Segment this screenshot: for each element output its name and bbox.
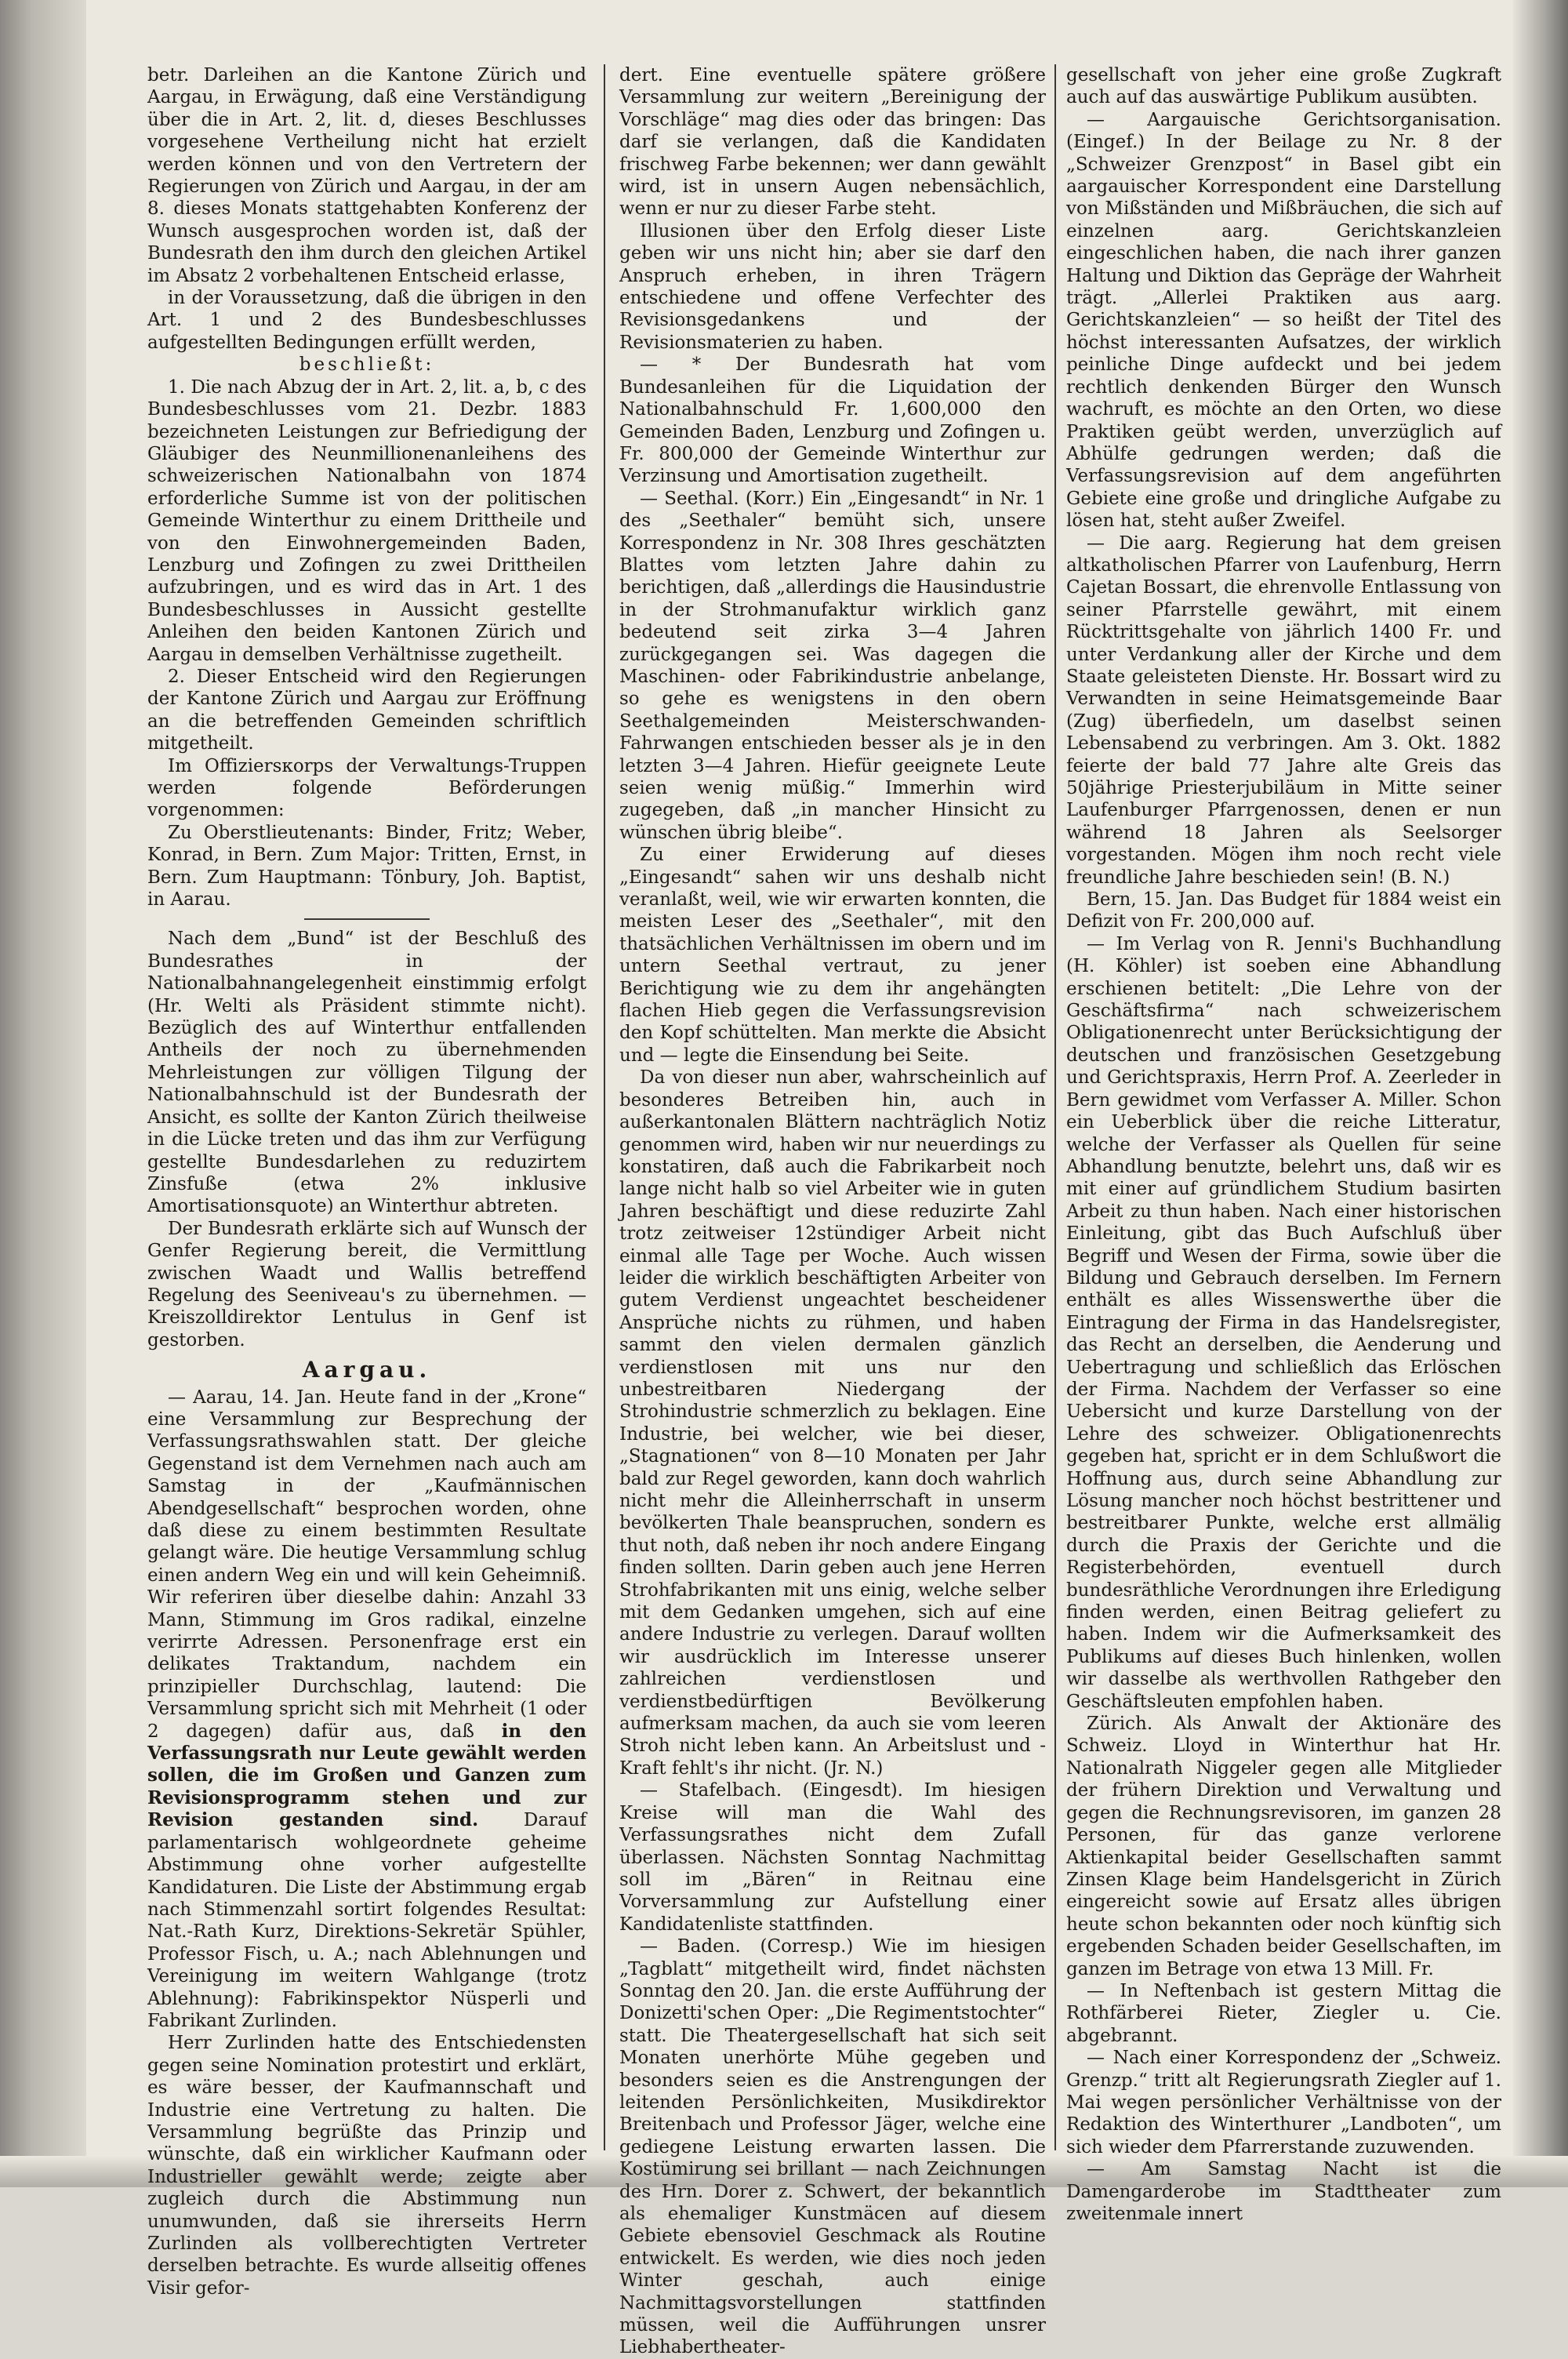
article-paragraph: — Nach einer Korrespondenz der „Schweiz. Grenzp.“ tritt alt Regierungsrath Ziegler auf 1. Mai wegen persönlicher Verhältnisse von der Redaktion des Winterthurer „Landboten“, um sich wieder dem Pfarrerstande zuzuwenden.: [1066, 2048, 1501, 2157]
article-paragraph: betr. Darleihen an die Kantone Zürich und Aargau, in Erwägung, daß eine Verständigung über die in Art. 2, lit. d, dieses Beschlusses vorgesehene Vertheilung nicht hat erzielt werden können und von den Vertretern der Regierungen von Zürich und Aargau, in der am 8. dieses Monats stattgehabten Konferenz der Wunsch ausgesprochen worden ist, daß der Bundesrath den ihm durch den gleichen Artikel im Absatz 2 vorbehaltenen Entscheid erlasse,: [147, 65, 586, 286]
article-paragraph: Herr Zurlinden hatte des Entschiedensten gegen seine Nomination protestirt und erklärt, es wäre besser, der Kaufmannschaft und Industrie eine Vertretung zu halten. Die Versammlung begrüßte das Prinzip und wünschte, daß ein wirklicher Kaufmann oder Industrieller gewählt werde; zeigte aber zugleich durch die Abstimmung nun unumwunden, daß sie ihrerseits Herrn Zurlinden als vollberechtigten Vertreter derselben betrachte. Es wurde allseitig offenes Visir gefor-: [147, 2033, 586, 2299]
article-text: — Aarau, 14. Jan. Heute fand in der „Krone“ eine Versammlung zur Besprechung der Verfassungsrathswahlen statt. Der gleiche Gegenstand ist dem Vernehmen nach auch am Samstag in der „Kaufmännischen Abendgesellschaft“ besprochen worden, ohne daß diese zu einem bestimmten Resultate gelangt wäre. Die heutige Versammlung schlug einen andern Weg ein und will kein Geheimniß. Wir referiren über dieselbe dahin: Anzahl 33 Mann, Stimmung im Gros radikal, einzelne verirrte Adressen. Personenfrage erst ein delikates Traktandum, nachdem ein prinzipieller Durchschlag, lautend: Die Versammlung spricht sich mit Mehrheit (1 oder 2 dagegen) dafür aus, daß: [147, 1387, 586, 1742]
article-paragraph: — In Neftenbach ist gestern Mittag die Rothfärberei Rieter, Ziegler u. Cie. abgebrannt.: [1066, 1980, 1501, 2046]
column-3: [1066, 64, 1501, 2224]
decree-heading: beschließt:: [299, 354, 435, 376]
article-paragraph: Zürich. Als Anwalt der Aktionäre des Schweiz. Lloyd in Winterthur hat Hr. Nationalrath Niggeler gegen alle Mitglieder der frühern Direktion und Verwaltung und gegen die Rechnungsrevisoren, im ganzen 28 Personen, für das ganze verlorene Aktienkapital beider Gesellschaften sammt Zinsen Klage beim Handelsgericht in Zürich eingereicht sowie auf Ersatz alles übrigen heute schon bekannten oder noch künftig sich ergebenden Schaden beider Gesellschaften, im ganzen im Betrage von etwa 13 Mill. Fr.: [1066, 1714, 1501, 1979]
article-text: Darauf parlamentarisch wohlgeordnete geheime Abstimmung ohne vorher aufgestellte Kandidaturen. Die Liste der Abstimmung ergab nach Stimmenzahl sortirt folgendes Resultat: Nat.-Rath Kurz, Direktions-Sekretär Spühler, Professor Fisch, u. A.; nach Ablehnungen und Vereinigung im weitern Wahlgange (trotz Ablehnung): Fabrikinspektor Nüsperli und Fabrikant Zurlinden.: [147, 1810, 586, 2031]
article-paragraph: — Seethal. (Korr.) Ein „Eingesandt“ in Nr. 1 des „Seethaler“ bemüht sich, unsere Korrespondenz in Nr. 308 Ihres geschätzten Blattes vom letzten Jahre dahin zu berichtigen, daß „allerdings die Hausindustrie in der Strohmanufaktur wirklich ganz bedeutend seit zirka 3—4 Jahren zurückgegangen sei. Was dagegen die Maschinen- oder Fabrikindustrie anbelange, so gehe es wenigstens in den obern Seethalgemeinden Meisterschwanden-Fahrwangen entschieden besser als je in den letzten 3—4 Jahren. Hiefür geeignete Leute seien wenig müßig.“ Immerhin wird zugegeben, daß „in mancher Hinsicht zu wünschen übrig bleibe“.: [619, 488, 1046, 843]
article-paragraph: [147, 1387, 586, 2033]
article-paragraph: Im Offiziersкorps der Verwaltungs-Truppen werden folgende Beförderungen vorgenommen:: [147, 755, 586, 821]
article-paragraph: — Stafelbach. (Eingesdt). Im hiesigen Kreise will man die Wahl des Verfassungsrathes nicht dem Zufall überlassen. Nächsten Sonntag Nachmittag soll im „Bären“ in Reitnau eine Vorversammlung zur Aufstellung einer Kandidatenliste stattfinden.: [619, 1780, 1046, 1935]
article-paragraph: — Die aarg. Regierung hat dem greisen altkatholischen Pfarrer von Laufenburg, Herrn Cajetan Bossart, die ehrenvolle Entlassung von seiner Pfarrstelle gewährt, mit einem Rücktrittsgehalte von jährlich 1400 Fr. und unter Verdankung aller der Kirche und dem Staate geleisteten Dienste. Hr. Bossart wird zu Verwandten in seine Heimatsgemeinde Baar (Zug) überfiedeln, um daselbst seinen Lebensabend zu verbringen. Am 3. Okt. 1882 feierte der bald 77 Jahre alte Greis das 50jährige Priesterjubiläum in Mitte seiner Laufenburger Pfarrgenossen, denen er nun während 18 Jahren als Seelsorger vorgestanden. Mögen ihm noch recht viele freundliche Jahre beschieden sein! (B. N.): [1066, 533, 1501, 888]
section-heading: Aargau.: [302, 1357, 432, 1383]
article-bold-text: in den Verfassungsrath nur Leute gewählt werden sollen, die im Großen und Ganzen zum Revisionsprogramm stehen und zur Revision gestanden sind.: [147, 1720, 586, 1831]
column-2: [619, 64, 1046, 2358]
column-1: [147, 64, 586, 2299]
article-paragraph: Nach dem „Bund“ ist der Beschluß des Bundesrathes in der Nationalbahnangelegenheit einstimmig erfolgt (Hr. Welti als Präsident stimmte nicht). Bezüglich des auf Winterthur entfallenden Antheils der noch zu übernehmenden Mehrleistungen zur völligen Tilgung der Nationalbahnschuld ist der Bundesrath der Ansicht, es sollte der Kanton Zürich theilweise in die Lücke treten und das ihm zur Verfügung gestellte Bundesdarlehen zu reduzirtem Zinsfuße (etwa 2% inklusive Amortisationsquote) an Winterthur abtreten.: [147, 929, 586, 1217]
article-paragraph: dert. Eine eventuelle spätere größere Versammlung zur weitern „Bereinigung der Vorschläge“ mag dies oder das bringen: Das darf sie verlangen, daß die Kandidaten frischweg Farbe bekennen; wer dann gewählt wird, ist in unsern Augen nebensächlich, wenn er nur zu dieser Farbe steht.: [619, 65, 1046, 220]
article-paragraph: in der Voraussetzung, daß die übrigen in den Art. 1 und 2 des Bundesbeschlusses aufgestellten Bedingungen erfüllt werden,: [147, 288, 586, 353]
article-paragraph: Illusionen über den Erfolg dieser Liste geben wir uns nicht hin; aber sie darf den Anspruch erheben, in ihren Trägern entschiedene und offene Verfechter des Revisionsgedankens und der Revisionsmaterien zu haben.: [619, 220, 1046, 353]
article-paragraph: gesellschaft von jeher eine große Zugkraft auch auf das auswärtige Publikum ausübten.: [1066, 65, 1501, 108]
article-paragraph: — Im Verlag von R. Jenni's Buchhandlung (H. Köhler) ist soeben eine Abhandlung erschienen betitelt: „Die Lehre von der Geschäftsfirma“ nach schweizerischem Obligationenrecht unter Berücksichtigung der deutschen und französischen Gesetzgebung und Gerichtspraxis, Herrn Prof. A. Zeerleder in Bern gewidmet vom Verfasser A. Miller. Schon ein Ueberblick über die reiche Litteratur, welche der Verfasser als Quellen für seine Abhandlung benutzte, belehrt uns, daß wir es mit einer auf gründlichem Studium basirten Arbeit zu thun haben. Nach einer historischen Einleitung, gibt das Buch Aufschluß über Begriff und Wesen der Firma, sowie über die Bildung und Gebrauch derselben. Im Fernern enthält es alles Wissenswerthe über die Eintragung der Firma in das Handelsregister, das Recht an derselben, die Aenderung und Uebertragung und schließlich das Erlöschen der Firma. Nachdem der Verfasser so eine Uebersicht und kurze Darstellung von der Lehre des schweizer. Obligationenrechts gegeben hat, spricht er in dem Schlußwort die Hoffnung aus, durch seine Abhandlung zur Lösung mancher noch höchst bestrittener und bestreitbarer Punkte, welche erst allmälig durch die Praxis der Gerichte und die Registerbehörden, eventuell durch bundesräthliche Verordnungen ihre Erledigung finden werden, einen Beitrag geliefert zu haben. Indem wir die Aufmerksamkeit des Publikums auf dieses Buch hinlenken, wollen wir dasselbe als werthvollen Rathgeber den Geschäftsleuten empfohlen haben.: [1066, 933, 1501, 1712]
article-paragraph: 1. Die nach Abzug der in Art. 2, lit. a, b, c des Bundesbeschlusses vom 21. Dezbr. 1883 bezeichneten Leistungen zur Befriedigung der Gläubiger des Neunmillionenanleihens des schweizerischen Nationalbahn von 1874 erforderliche Summe ist von der politischen Gemeinde Winterthur zu einem Drittheile und von den Einwohnergemeinden Baden, Lenzburg und Zofingen zu zwei Drittheilen aufzubringen, und es wird das in Art. 1 des Bundesbeschlusses in Aussicht gestellte Anleihen den beiden Kantonen Zürich und Aargau in demselben Verhältnisse zugetheilt.: [147, 376, 586, 665]
section-divider: [304, 918, 430, 920]
page-edge-shadow: [1513, 0, 1568, 2187]
page-binding-shadow: [0, 0, 86, 2187]
article-paragraph: Bern, 15. Jan. Das Budget für 1884 weist ein Defizit von Fr. 200,000 auf.: [1066, 889, 1501, 932]
article-paragraph: — Am Samstag Nacht ist die Damengarderobe im Stadttheater zum zweitenmale innert: [1066, 2159, 1501, 2224]
article-paragraph: Zu einer Erwiderung auf dieses „Eingesandt“ sahen wir uns deshalb nicht veranlaßt, weil, wie wir erwarten konnten, die meisten Leser des „Seethaler“, mit den thatsächlichen Verhältnissen im obern und im untern Seethal vertraut, zu jener Berichtigung wie zu dem ihr angehängten flachen Hieb gegen die Verfassungsrevision den Kopf schüttelten. Man merkte die Absicht und — legte die Einsendung bei Seite.: [619, 845, 1046, 1066]
article-paragraph: Da von dieser nun aber, wahrscheinlich auf besonderes Betreiben hin, auch in außerkantonalen Blättern nachträglich Notiz genommen wird, haben wir nur neuerdings zu konstatiren, daß auch die Fabrikarbeit noch lange nicht halb so viel Arbeiter wie in guten Jahren beschäftigt und diese reduzirte Zahl trotz zeitweiser 12stündiger Arbeit nicht einmal alle Tage per Woche. Auch wissen leider die wirklich beschäftigten Arbeiter von gutem Verdienst ungeachtet bescheidener Ansprüche nichts zu rühmen, und haben sammt den vielen dermalen gänzlich verdienstlosen mit uns nur den unbestreitbaren Niedergang der Strohindustrie schmerzlich zu beklagen. Eine Industrie, bei welcher, wie bei dieser, „Stagnationen“ von 8—10 Monaten per Jahr bald zur Regel geworden, kann doch wahrlich nicht mehr die Alleinherrschaft in unserm bevölkerten Thale beanspruchen, sondern es thut noth, daß neben ihr noch andere Eingang finden sollten. Darin geben auch jene Herren Strohfabrikanten mit uns einig, welche selber mit dem Gedanken umgehen, sich auf eine andere Industrie zu verlegen. Darauf wollten wir ausdrücklich im Interesse unserer zahlreichen verdienstlosen und verdienstbedürftigen Bevölkerung aufmerksam machen, da auch sie vom leeren Stroh nicht leben kann. An Arbeitslust und -Kraft fehlt's ihr nicht. (Jr. N.): [619, 1067, 1046, 1779]
column-rule: [1054, 64, 1056, 2150]
article-paragraph: 2. Dieser Entscheid wird den Regierungen der Kantone Zürich und Aargau zur Eröffnung an die betreffenden Gemeinden schriftlich mitgetheilt.: [147, 666, 586, 754]
article-paragraph: — * Der Bundesrath hat vom Bundesanleihen für die Liquidation der Nationalbahnschuld Fr. 1,600,000 den Gemeinden Baden, Lenzburg und Zofingen u. Fr. 800,000 der Gemeinde Winterthur zur Verzinsung und Amortisation zugetheilt.: [619, 354, 1046, 487]
article-paragraph: Der Bundesrath erklärte sich auf Wunsch der Genfer Regierung bereit, die Vermittlung zwischen Waadt und Wallis betreffend Regelung des Seeniveau's zu übernehmen. — Kreiszolldirektor Lentulus in Genf ist gestorben.: [147, 1218, 586, 1350]
article-paragraph: — Baden. (Corresp.) Wie im hiesigen „Tagblatt“ mitgetheilt wird, findet nächsten Sonntag den 20. Jan. die erste Aufführung der Donizetti'schen Oper: „Die Regimentstochter“ statt. Die Theatergesellschaft hat sich seit Monaten unerhörte Mühe gegeben und besonders seien es die Anstrengungen der leitenden Persönlichkeiten, Musikdirektor Breitenbach und Professor Jäger, welche eine gediegene Leistung erwarten lassen. Die Kostümirung sei brillant — nach Zeichnungen des Hrn. Dorer z. Schwert, der bekanntlich als ehemaliger Kunstmäcen auf diesem Gebiete ebensoviel Geschmack als Routine entwickelt. Es werden, wie dies noch jeden Winter geschah, auch einige Nachmittagsvorstellungen stattfinden müssen, weil die Aufführungen unsrer Liebhabertheater-: [619, 1936, 1046, 2358]
column-rule: [604, 64, 605, 2150]
article-paragraph: Zu Oberstlieutenants: Binder, Fritz; Weber, Konrad, in Bern. Zum Major: Tritten, Ernst, in Bern. Zum Hauptmann: Tönbury, Joh. Baptist, in Aarau.: [147, 822, 586, 911]
article-paragraph: — Aargauische Gerichtsorganisation. (Eingef.) In der Beilage zu Nr. 8 der „Schweizer Grenzpost“ in Basel gibt ein aargauischer Korrespondent eine Darstellung von Mißständen und Mißbräuchen, die sich auf einzelnen aarg. Gerichtskanzleien eingeschlichen haben, die nach ihrer ganzen Haltung und Diktion das Gepräge der Wahrheit trägt. „Allerlei Praktiken aus aarg. Gerichtskanzleien“ — so heißt der Titel des höchst interessanten Aufsatzes, der wirklich peinliche Dinge aufdeckt und bei jedem rechtlich denkenden Bürger den Wunsch wachruft, es möchte an den Orten, wo diese Praktiken geübt werden, unverzüglich auf Abhülfe gedrungen werden; daß die Verfassungsrevision auf dem angeführten Gebiete eine große und dringliche Aufgabe zu lösen hat, steht außer Zweifel.: [1066, 109, 1501, 532]
